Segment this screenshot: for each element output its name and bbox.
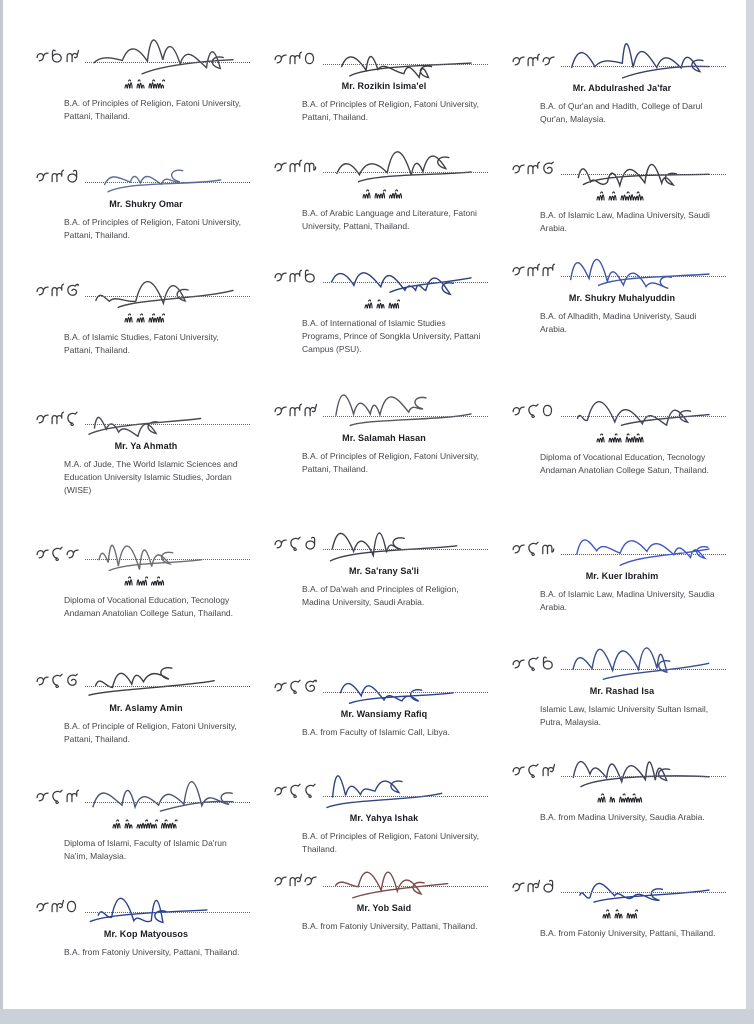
- signature-line: [85, 776, 258, 812]
- entry-degree-description: B.A. from Fatoniy University, Pattani, Thailand.: [540, 928, 716, 938]
- signature-entry: [510, 643, 734, 729]
- entry-degree-description: B.A. of Principles of Religion, Fatoni University, Pattani, Thailand.: [302, 451, 479, 475]
- entry-number-thai: [34, 47, 79, 66]
- entry-degree-description: B.A. of Islamic Studies, Fatoni University, Pattani, Thailand.: [64, 332, 219, 356]
- signature-row: [510, 390, 734, 426]
- entry-number-thai: [272, 401, 317, 420]
- signature-row: [34, 776, 258, 812]
- entry-number-thai: [272, 871, 317, 890]
- signature-entry: [510, 750, 734, 824]
- signature-line: [561, 40, 734, 76]
- signature-line: [561, 148, 734, 184]
- entry-number-thai: [510, 261, 555, 280]
- signature-entry: [510, 40, 734, 126]
- entry-degree-description: B.A. of Arabic Language and Literature, Fatoni University, Pattani, Thailand.: [302, 208, 477, 232]
- photo-edge-right: [746, 0, 754, 1024]
- entry-number-thai: [510, 539, 555, 558]
- signature-row: [510, 750, 734, 786]
- signature-scribble: [563, 31, 713, 87]
- entry-number-thai: [510, 654, 555, 673]
- signature-scribble: [325, 851, 475, 907]
- signature-entry: [34, 533, 258, 620]
- signature-line: [561, 390, 734, 426]
- entry-degree-description: B.A. of Principles of Religion, Fatoni University, Thailand.: [302, 831, 479, 855]
- entry-number-thai: [510, 159, 555, 178]
- entry-degree-description: Islamic Law, Islamic University Sultan Ismail, Putra, Malaysia.: [540, 704, 709, 728]
- entry-degree-description: B.A. of Principles of Religion, Fatoni University, Pattani, Thailand.: [64, 98, 241, 122]
- signature-entry: [34, 886, 258, 959]
- signature-entry: [272, 38, 496, 124]
- signature-scribble: [563, 519, 713, 575]
- signature-entry: [34, 776, 258, 863]
- entry-number-thai: [510, 401, 555, 420]
- signature-line: [561, 866, 734, 902]
- signature-line: [323, 666, 496, 702]
- signature-scribble: [87, 147, 237, 203]
- entry-number-thai: [34, 897, 79, 916]
- entry-degree-description: B.A. from Fatoniy University, Pattani, Thailand.: [302, 921, 478, 931]
- signature-line: [85, 660, 258, 696]
- entry-name: Mr. Shukry Muhalyuddin: [568, 293, 676, 303]
- signature-entry: [34, 36, 258, 123]
- signature-entry: [272, 860, 496, 933]
- signature-scribble: [325, 247, 475, 303]
- entry-name: Mr. Abdulrashed Ja'far: [572, 83, 672, 93]
- signature-row: [272, 146, 496, 182]
- entry-number-thai: [510, 51, 555, 70]
- entry-number-thai: [510, 877, 555, 896]
- entry-number-thai: [34, 544, 79, 563]
- signature-row: [510, 40, 734, 76]
- entry-degree-description: B.A. of Principle of Religion, Fatoni University, Pattani, Thailand.: [64, 721, 237, 745]
- entry-name: Mr. Kuer Ibrahim: [585, 571, 659, 581]
- entry-number-thai: [34, 167, 79, 186]
- signature-scribble: [87, 767, 237, 823]
- signature-entry: [272, 666, 496, 739]
- signature-scribble: [563, 139, 713, 195]
- signature-line: [85, 270, 258, 306]
- entry-name: Mr. Sa'rany Sa'li: [348, 566, 419, 576]
- entry-degree-description: B.A. of Da'wah and Principles of Religion, Madina University, Saudi Arabia.: [302, 584, 459, 608]
- signature-line: [561, 250, 734, 286]
- signature-entry: [510, 866, 734, 940]
- signature-line: [323, 38, 496, 74]
- signature-row: [272, 770, 496, 806]
- photo-edge-bottom: [0, 1009, 754, 1024]
- signature-entry: [272, 146, 496, 233]
- signature-row: [34, 533, 258, 569]
- signature-line: [561, 750, 734, 786]
- signature-line: [561, 528, 734, 564]
- entry-degree-description: Diploma of Vocational Education, Tecnology Andaman Anatolian College Satun, Thailand.: [540, 452, 710, 476]
- signature-row: [34, 156, 258, 192]
- signature-line: [323, 523, 496, 559]
- signature-entry: [34, 660, 258, 746]
- signature-row: [510, 148, 734, 184]
- entry-degree-description: B.A. from Madina University, Saudia Arabia.: [540, 812, 705, 822]
- entry-degree-description: B.A. from Fatoniy University, Pattani, Thailand.: [64, 947, 240, 957]
- signature-entry: [34, 156, 258, 242]
- signature-line: [323, 860, 496, 896]
- signature-entry: [272, 523, 496, 609]
- signature-row: [272, 523, 496, 559]
- signature-line: [323, 146, 496, 182]
- signature-entry: [34, 270, 258, 357]
- signature-row: [272, 38, 496, 74]
- signature-line: [323, 390, 496, 426]
- signature-row: [34, 36, 258, 72]
- signature-row: [34, 886, 258, 922]
- signature-entry: [272, 770, 496, 856]
- entry-name: Mr. Shukry Omar: [109, 199, 183, 209]
- signature-scribble: [563, 241, 713, 297]
- entry-degree-description: Diploma of Vocational Education, Tecnology Andaman Anatolian College Satun, Thailand.: [64, 595, 234, 619]
- signature-entry: [272, 390, 496, 476]
- signature-scribble: [87, 261, 237, 317]
- signature-scribble: [325, 29, 475, 85]
- signature-row: [34, 660, 258, 696]
- signature-scribble: [325, 381, 475, 437]
- entry-name: Mr. Aslamy Amin: [109, 703, 183, 713]
- entry-degree-description: B.A. of International of Islamic Studies Programs, Prince of Songkla University, Pattani Campus (PSU).: [302, 318, 481, 355]
- signature-scribble: [563, 634, 713, 690]
- signature-line: [323, 770, 496, 806]
- signature-line: [85, 156, 258, 192]
- signature-row: [272, 390, 496, 426]
- entry-degree-description: Diploma of Islami, Faculty of Islamic Da'run Na'im, Malaysia.: [64, 838, 227, 862]
- signature-scribble: [563, 741, 713, 797]
- entry-number-thai: [272, 157, 317, 176]
- signature-scribble: [87, 27, 237, 83]
- signature-row: [510, 250, 734, 286]
- entry-name: Mr. Rozikin Isima'el: [341, 81, 427, 91]
- signature-entry: [510, 250, 734, 336]
- entry-number-thai: [272, 677, 317, 696]
- entry-number-thai: [34, 409, 79, 428]
- entry-number-thai: [34, 281, 79, 300]
- entry-name: Mr. Rashad Isa: [589, 686, 655, 696]
- signature-line: [323, 256, 496, 292]
- entry-degree-description: M.A. of Jude, The World Islamic Sciences and Education University Islamic Studies, Jordan (WISE): [64, 459, 238, 496]
- signature-scribble: [87, 389, 237, 445]
- signature-scribble: [87, 651, 237, 707]
- entry-degree-description: B.A. of Alhadith, Madina Univeristy, Saudi Arabia.: [540, 311, 697, 335]
- entry-name: Mr. Yahya Ishak: [349, 813, 419, 823]
- signature-row: [272, 666, 496, 702]
- entry-degree-description: B.A. from Faculty of Islamic Call, Libya.: [302, 727, 450, 737]
- entry-number-thai: [272, 49, 317, 68]
- signature-row: [510, 866, 734, 902]
- entry-number-thai: [34, 787, 79, 806]
- signature-entry: [272, 256, 496, 357]
- entry-degree-description: B.A. of Islamic Law, Madina University, Saudi Arabia.: [540, 210, 710, 234]
- entry-degree-description: B.A. of Qur'an and Hadith, College of Darul Qur'an, Malaysia.: [540, 101, 703, 125]
- entry-name: Mr. Yob Said: [356, 903, 412, 913]
- entry-name: Mr. Wansiamy Rafiq: [340, 709, 428, 719]
- signature-entry: [510, 528, 734, 614]
- signature-scribble: [87, 524, 237, 580]
- signature-scribble: [325, 657, 475, 713]
- signature-row: [34, 270, 258, 306]
- signature-scribble: [87, 877, 237, 933]
- signature-row: [34, 398, 258, 434]
- signature-entry: [510, 148, 734, 235]
- signature-row: [272, 860, 496, 896]
- entry-number-thai: [510, 761, 555, 780]
- entry-number-thai: [272, 267, 317, 286]
- entry-name: Mr. Ya Ahmath: [114, 441, 178, 451]
- signature-entry: [510, 390, 734, 477]
- entry-number-thai: [34, 671, 79, 690]
- signature-line: [561, 643, 734, 679]
- signature-line: [85, 36, 258, 72]
- signature-row: [510, 643, 734, 679]
- entry-number-thai: [272, 534, 317, 553]
- signature-line: [85, 398, 258, 434]
- signature-scribble: [325, 137, 475, 193]
- signature-row: [272, 256, 496, 292]
- photo-edge-left: [0, 0, 3, 1024]
- entry-degree-description: B.A. of Principles of Religion, Fatoni University, Pattani, Thailand.: [302, 99, 479, 123]
- signature-scribble: [325, 514, 475, 570]
- signature-scribble: [563, 857, 713, 913]
- entry-number-thai: [272, 781, 317, 800]
- entry-degree-description: B.A. of Principles of Religion, Fatoni University, Pattani, Thailand.: [64, 217, 241, 241]
- signature-scribble: [325, 761, 475, 817]
- entry-name: Mr. Salamah Hasan: [342, 433, 426, 443]
- entry-name: Mr. Kop Matyousos: [103, 929, 189, 939]
- signature-entry: [34, 398, 258, 498]
- entry-degree-description: B.A. of Islamic Law, Madina University, Saudia Arabia.: [540, 589, 715, 613]
- signature-line: [85, 886, 258, 922]
- signature-scribble: [563, 381, 713, 437]
- signature-row: [510, 528, 734, 564]
- signature-line: [85, 533, 258, 569]
